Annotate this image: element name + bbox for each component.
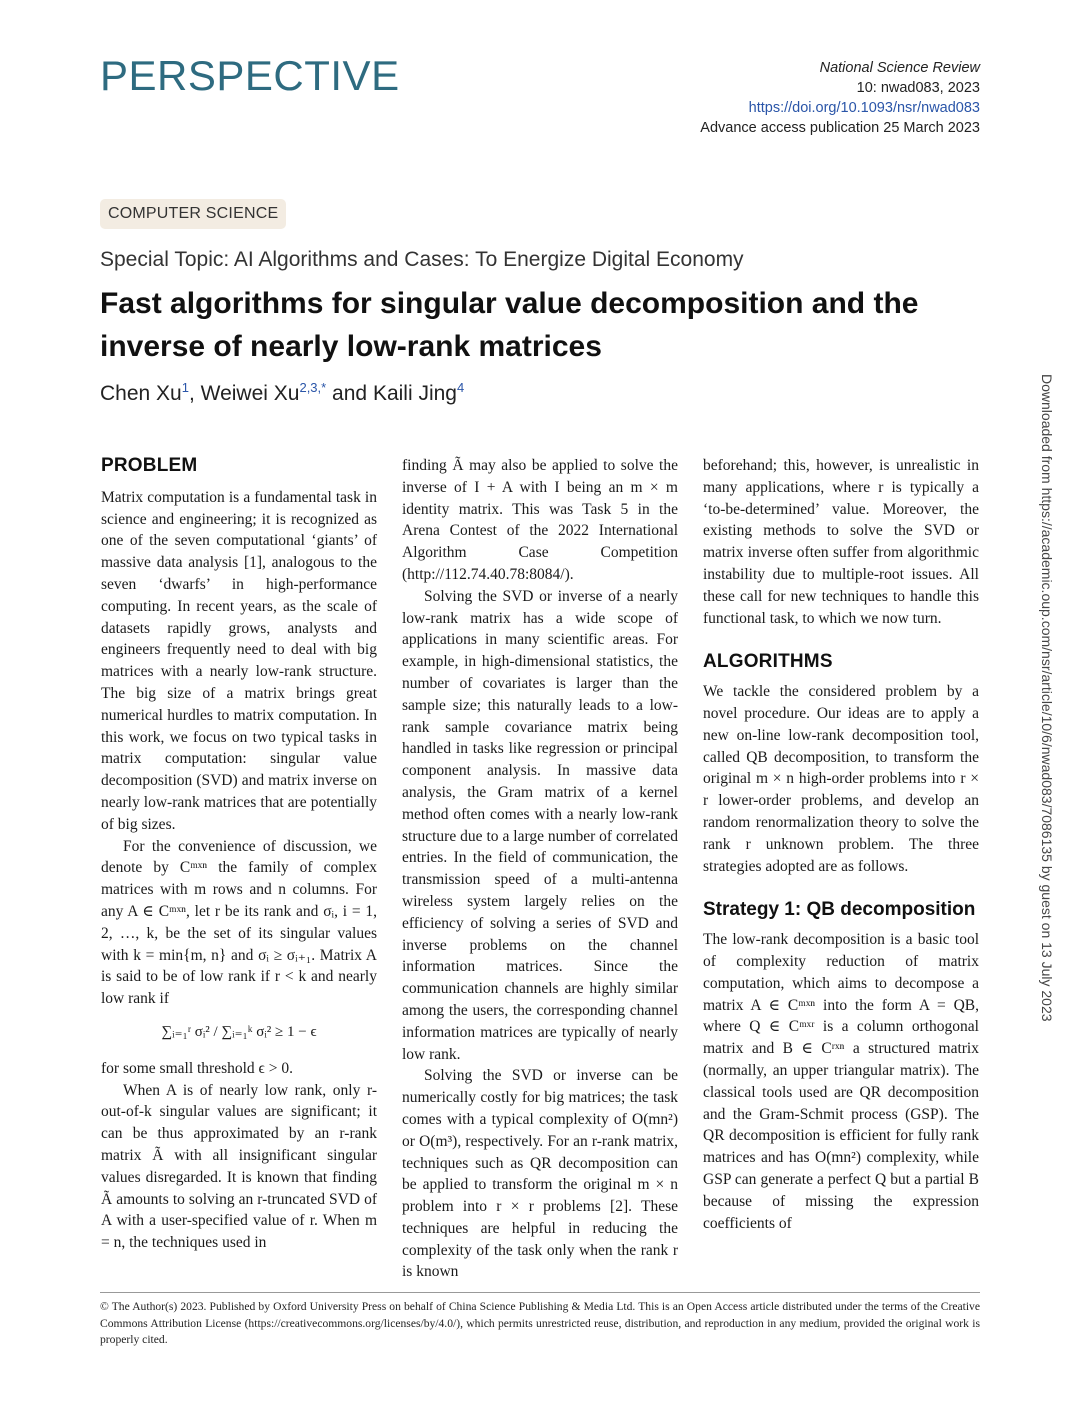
author-list (100, 380, 464, 406)
paragraph: Solving the SVD or inverse can be numerically costly for big matrices; the task comes with a typical complexity of O(mn²) or O(m³), respectively. For an r-rank matrix, techniques such as QR decomposition can be applied to transform the original m × n problem into r × r problems [2]. These techniques are helpful in reducing the complexity of the task only when the rank r is known (402, 1067, 678, 1281)
journal-name: National Science Review (819, 60, 980, 76)
equation: ∑ᵢ₌₁ʳ σᵢ² / ∑ᵢ₌₁ᵏ σᵢ² ≥ 1 − ϵ (161, 1023, 317, 1040)
text-column-2 (402, 455, 678, 1283)
paragraph: For the convenience of discussion, we denote by Cᵐˣⁿ the family of complex matrices with m rows and n columns. For any A ∈ Cᵐˣⁿ, let r be its rank and σᵢ, i = 1, 2, …, k, be the set of its singular values with k = min{m, n} and σᵢ ≥ σᵢ₊₁. Matrix A is said to be of low rank if r < k and nearly low rank if (101, 837, 377, 1008)
text-column-3 (703, 455, 979, 1234)
access-date: Advance access publication 25 March 2023 (700, 120, 980, 136)
author-affiliation[interactable]: 2,3,* (299, 380, 327, 395)
author-separator: , (188, 382, 201, 405)
paragraph: When A is of nearly low rank, only r-out-of-k singular values are significant; it can be thus approximated by an r-rank matrix Ã with all insignificant singular values disregarded. It is known that finding Ã amounts to solving an r-truncated SVD of A with a user-specified value of r. When m = n, the techniques used in (101, 1081, 377, 1252)
paragraph: Solving the SVD or inverse of a nearly low-rank matrix has a wide scope of applications in many scientific areas. For example, in high-dimensional statistics, the number of covariates is larger than the sample size; this naturally leads to a low-rank sample covariance matrix being handled in tasks like regression or principal component analysis. In massive data analysis, the Gram matrix of a kernel method often comes with a nearly low-rank structure due to a large number of correlated entries. In the field of communication, the transmission speed of a multi-antenna wireless system largely relies on the efficiency of solving a series of SVD and inverse problems on the channel information matrices. Since the communication channels are highly similar among the users, the corresponding channel information matrices are typically of nearly low rank. (402, 587, 678, 1063)
problem-heading: PROBLEM (101, 455, 198, 476)
paragraph: beforehand; this, however, is unrealistic in many applications, where r is typically a ‘to-be-determined’ value. Moreover, the existing methods to solve the SVD or matrix inverse often suffer from algorithmic instability due to multiple-root issues. All these call for new techniques to handle this functional task, to which we now turn. (703, 457, 979, 627)
paragraph: Matrix computation is a fundamental task in science and engineering; it is recognized as one of the seven computational ‘giants’ of massive data analysis [1], analogous to the seven ‘dwarfs’ in high-performance computing. In recent years, as the scale of datasets rapidly grows, analysts and engineers frequently need to deal with big matrices with a nearly low-rank structure. The big size of a matrix brings great numerical hurdles to matrix computation. In this work, we focus on two typical tasks in matrix computation: singular value decomposition (SVD) and matrix inverse on nearly low-rank matrices that are potentially of big sizes. (101, 488, 377, 833)
section-brand: PERSPECTIVE (100, 52, 400, 99)
strategy-heading: Strategy 1: QB decomposition (703, 899, 976, 921)
paragraph: The low-rank decomposition is a basic tool of complexity reduction of matrix computation, which aims to decompose a matrix A ∈ Cᵐˣⁿ into the form A = QB, where Q ∈ Cᵐˣʳ is a column orthogonal matrix and B ∈ Cʳˣⁿ a structured matrix (normally, an upper triangular matrix). The classical tools used are QR decomposition and the Gram-Schmit process (GSP). The QR decomposition is efficient for fully rank matrices and has O(mn²) complexity, while GSP can generate a perfect Q but a partial B because of missing the expression coefficients of (703, 931, 979, 1232)
author-name: Weiwei Xu (200, 382, 300, 405)
algorithms-heading: ALGORITHMS (703, 651, 833, 673)
text-column-1 (101, 455, 377, 1254)
download-notice: Downloaded from https://academic.oup.com/nsr/article/10/6/nwad083/7086135 by guest on 13 July 2023 (1039, 374, 1055, 1022)
journal-volume: 10: nwad083, 2023 (856, 80, 980, 96)
author-affiliation[interactable]: 4 (456, 380, 465, 395)
author-affiliation[interactable]: 1 (181, 380, 189, 395)
footer-divider (100, 1292, 980, 1293)
copyright-footer: © The Author(s) 2023. Published by Oxford University Press on behalf of China Science Publishing & Media Ltd. This is an Open Access article distributed under the terms of the Creative Commons Attribution License (https://creativecommons.org/licenses/by/4.0/), which permits unrestricted reuse, distribution, and reproduction in any medium, provided the original work is properly cited. (100, 1300, 980, 1346)
doi-link[interactable]: https://doi.org/10.1093/nsr/nwad083 (748, 100, 980, 116)
author-name: Chen Xu (100, 382, 182, 405)
special-topic: Special Topic: AI Algorithms and Cases: To Energize Digital Economy (100, 248, 744, 271)
author-name: Kaili Jing (372, 382, 457, 405)
subject-tag: COMPUTER SCIENCE (100, 199, 286, 229)
author-separator: and (326, 382, 373, 405)
paragraph: We tackle the considered problem by a novel procedure. Our ideas are to apply a new on-line low-rank decomposition tool, called QB decomposition, to transform the original m × n high-order problems into r × r lower-order problems, and develop an random renormalization theory to solve the rank r unknown problem. The three strategies adopted are as follows. (703, 683, 979, 875)
paragraph: finding Ã may also be applied to solve the inverse of I + A with I being an m × m identity matrix. This was Task 5 in the Arena Contest of the 2022 International Algorithm Case Competition (http://112.74.40.78:8084/). (402, 457, 678, 583)
journal-info (700, 58, 980, 138)
download-watermark (1039, 374, 1056, 1022)
article-title: Fast algorithms for singular value decomposition and the inverse of nearly low-rank matrices (100, 287, 919, 363)
paragraph: for some small threshold ϵ > 0. (101, 1059, 293, 1077)
